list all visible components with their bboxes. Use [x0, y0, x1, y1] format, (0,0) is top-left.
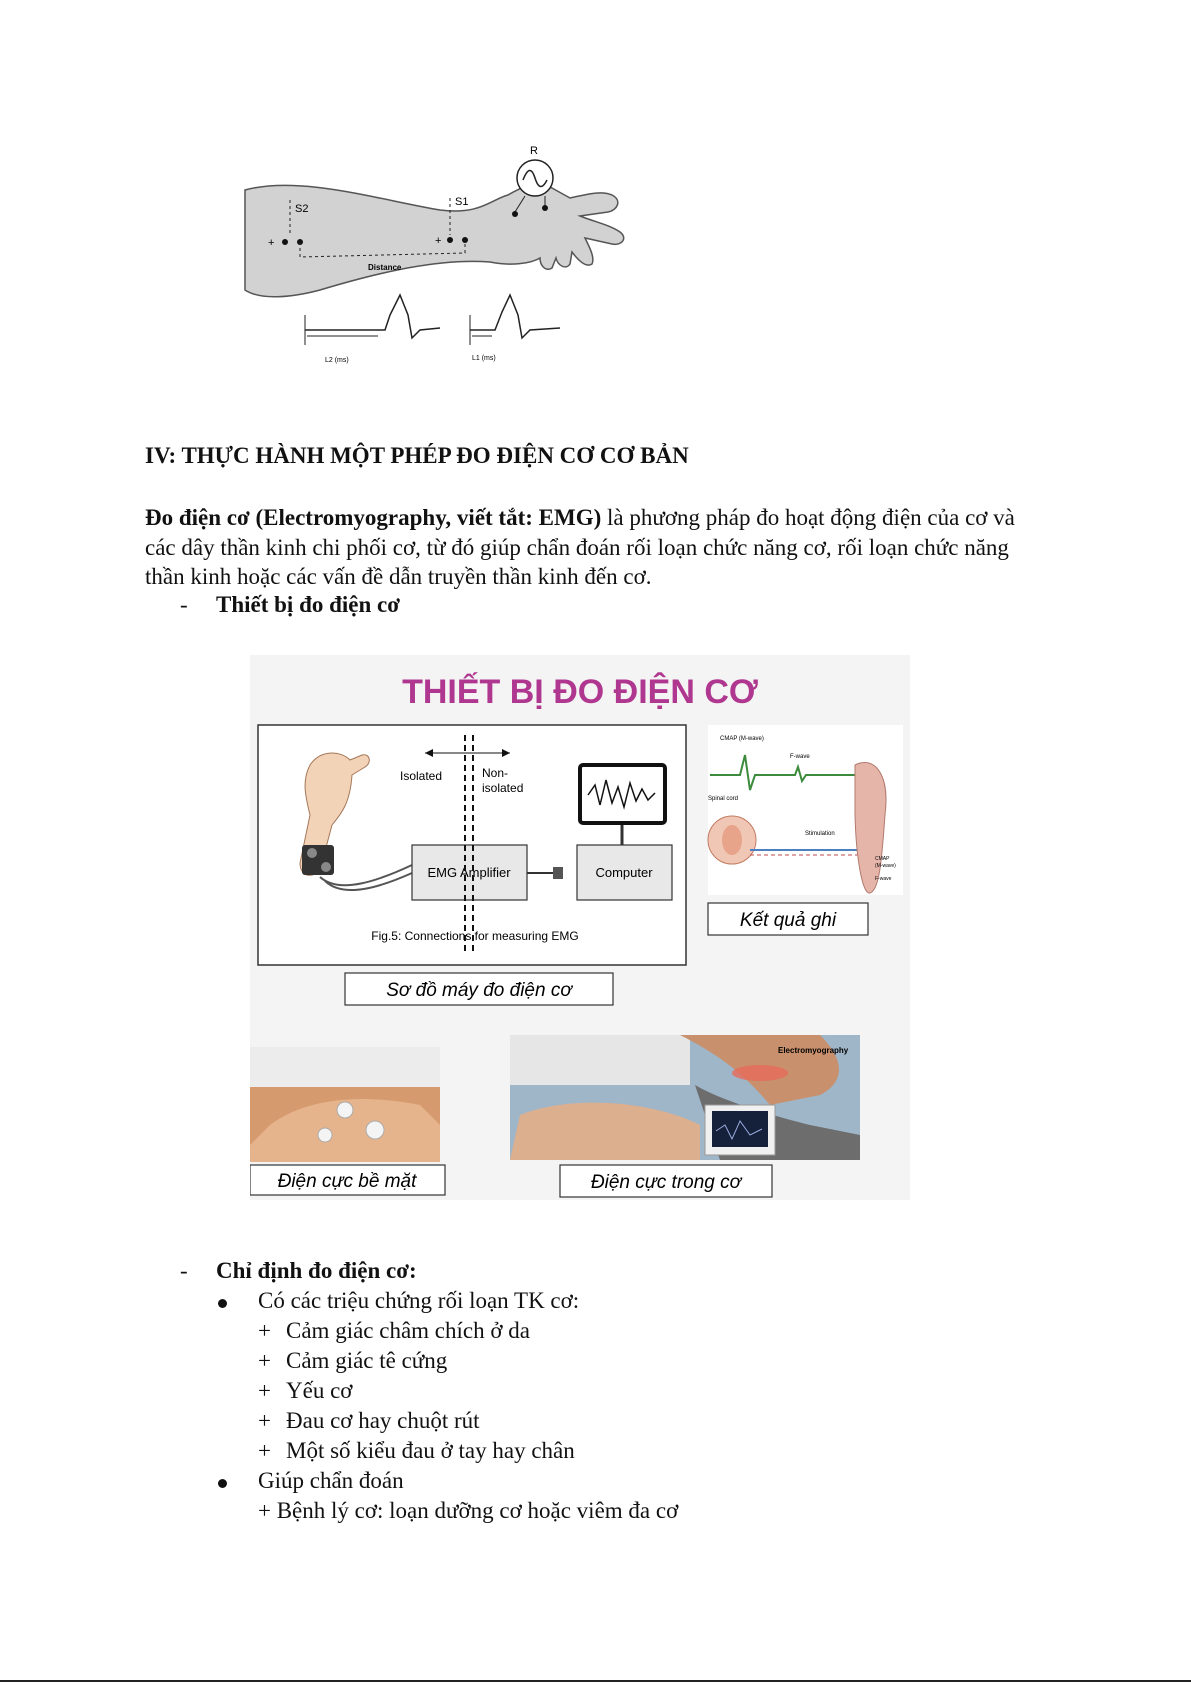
caption-schematic: Sơ đồ máy đo điện cơ: [386, 980, 572, 1001]
diagnosis-item: + Bệnh lý cơ: loạn dưỡng cơ hoặc viêm đa cơ: [258, 1498, 679, 1523]
section-heading: IV: THỰC HÀNH MỘT PHÉP ĐO ĐIỆN CƠ CƠ BẢN: [145, 443, 689, 468]
equipment-label: Thiết bị đo điện cơ: [216, 592, 400, 617]
caption-surface: Điện cực bề mặt: [277, 1171, 417, 1192]
label-amplifier: EMG Amplifier: [427, 865, 511, 880]
fig-caption: Fig.5: Connections for measuring EMG: [371, 929, 579, 943]
svg-text:+: +: [435, 235, 442, 247]
label-l2: L2 (ms): [325, 357, 349, 364]
svg-text:+: +: [268, 237, 275, 249]
diagnosis-label: Giúp chẩn đoán: [258, 1468, 404, 1493]
label-non: Non-: [482, 766, 509, 780]
bullet-dot-icon: [218, 1479, 227, 1488]
label-distance: Distance: [368, 263, 402, 272]
dash-marker: -: [180, 1258, 188, 1283]
result-spinal: Spinal cord: [708, 796, 739, 802]
label-isolated: Isolated: [400, 769, 443, 783]
intro-paragraph: [145, 503, 1050, 592]
label-s2: S2: [295, 203, 309, 215]
result-fwave: F-wave: [790, 754, 810, 760]
page-bottom-rule: [0, 1680, 1191, 1682]
result-cmap-2: CMAP: [875, 856, 890, 862]
result-fwave-2: F-wave: [875, 876, 892, 882]
label-computer: Computer: [595, 865, 653, 880]
arm-nerve-conduction-diagram-icon: [240, 140, 660, 380]
dash-marker: -: [180, 592, 188, 617]
result-stim: Stimulation: [805, 831, 835, 837]
emg-equipment-figure-icon: [250, 655, 910, 1200]
indication-label: Chỉ định đo điện cơ:: [216, 1258, 417, 1283]
label-isolated-2: isolated: [482, 781, 524, 795]
result-cmap: CMAP (M-wave): [720, 736, 764, 742]
label-l1: L1 (ms): [472, 355, 496, 362]
equipment-title: THIẾT BỊ ĐO ĐIỆN CƠ: [402, 673, 758, 711]
intro-rest: là phương pháp đo hoạt động điện của cơ và các dây thần kinh chi phối cơ, từ đó giúp chẩn đoán rối loạn chức năng cơ, rối loạn chức năng thần kinh hoặc các vấn đề dẫn truyền thần kinh đến cơ.: [145, 505, 1015, 589]
symptoms-label: Có các triệu chứng rối loạn TK cơ:: [258, 1288, 580, 1313]
label-r: R: [530, 145, 538, 157]
label-s1: S1: [455, 196, 469, 208]
intro-bold-term: Đo điện cơ (Electromyography, viết tắt: EMG): [145, 505, 602, 530]
result-mwave: (M-wave): [875, 863, 896, 869]
caption-needle: Điện cực trong cơ: [590, 1172, 742, 1193]
caption-result: Kết quả ghi: [739, 910, 837, 931]
photo-label: Electromyography: [778, 1046, 849, 1055]
bullet-dot-icon: [218, 1299, 227, 1308]
